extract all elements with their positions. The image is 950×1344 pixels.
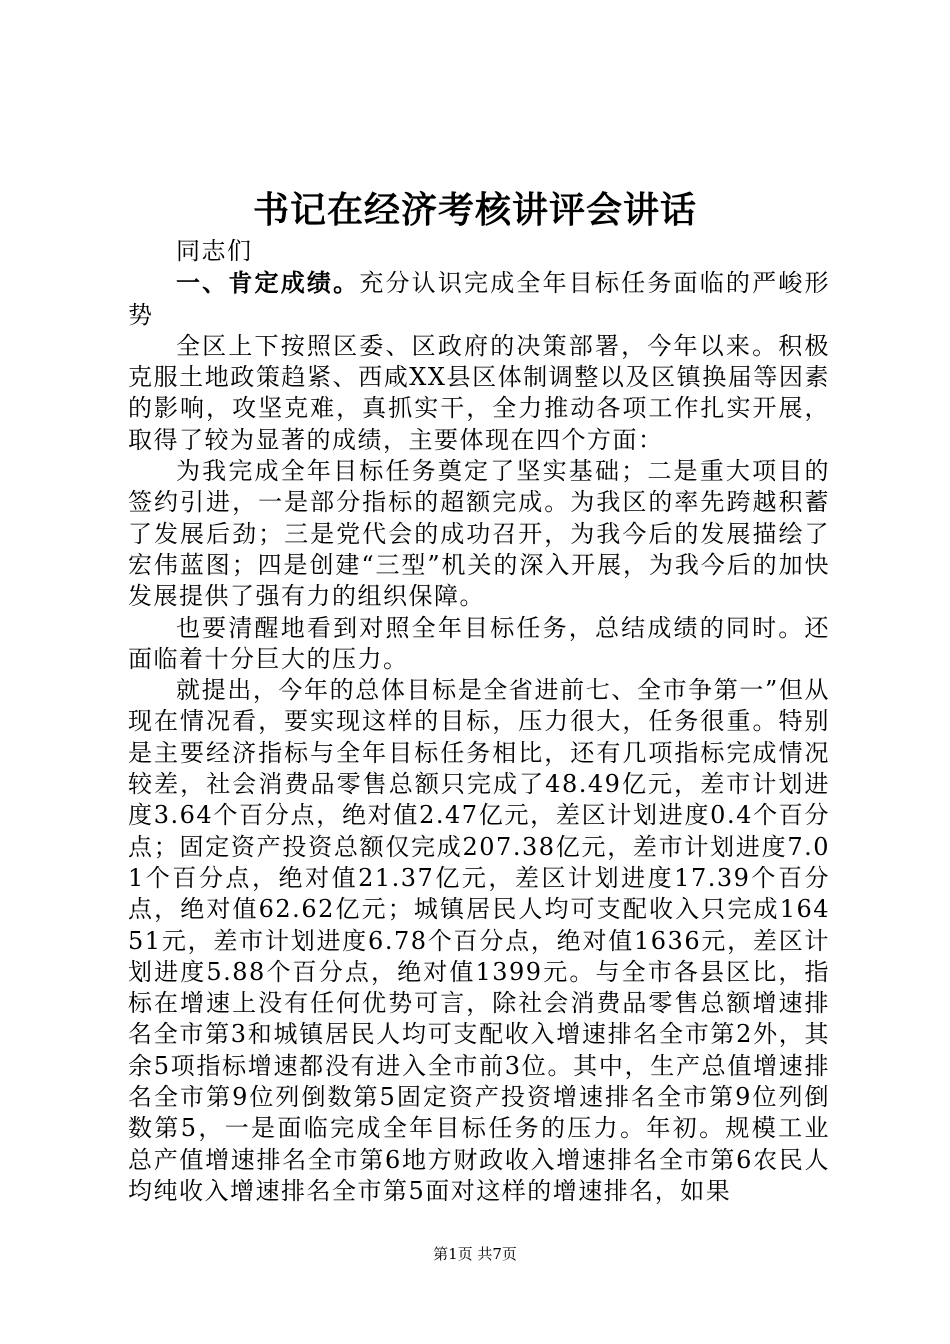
page-number-footer: 第1页 共7页 [433,1245,517,1263]
paragraph-3: 也要清醒地看到对照全年目标任务，总结成绩的同时。还面临着十分巨大的压力。 [128,613,830,673]
section-heading-text: 充分认识完成全年目标任务面临的严峻形势 [128,269,830,329]
paragraph-2: 为我完成全年目标任务奠定了坚实基础；二是重大项目的签约引进，一是部分指标的超额完成。为我区的率先跨越积蓄了发展后劲；三是党代会的成功召开，为我今后的发展描绘了宏伟蓝图；四是创建“三型”机关的深入开展，为我今后的加快发展提供了强有力的组织保障。 [128,457,830,611]
section-heading [128,267,830,331]
document-title: 书记在经济考核讲评会讲话 [252,189,697,231]
section-lead: 一、肯定成绩。 [176,268,360,298]
salutation: 同志们 [176,237,253,265]
paragraph-1: 全区上下按照区委、区政府的决策部署，今年以来。积极克服土地政策趋紧、西咸XX县区体制调整以及区镇换届等因素的影响，攻坚克难，真抓实干，全力推动各项工作扎实开展，取得了较为显著的成绩，主要体现在四个方面： [128,331,830,454]
paragraph-4: 就提出，今年的总体目标是全省进前七、全市争第一”但从现在情况看，要实现这样的目标，压力很大，任务很重。特别是主要经济指标与全年目标任务相比，还有几项指标完成情况较差，社会消费品零售总额只完成了48.49亿元，差市计划进度3.64个百分点，绝对值2.47亿元，差区计划进度0.4个百分点；固定资产投资总额仅完成207.38亿元，差市计划进度7.01个百分点，绝对值21.37亿元，差区计划进度17.39个百分点，绝对值62.62亿元；城镇居民人均可支配收入只完成16451元，差市计划进度6.78个百分点，绝对值1636元，差区计划进度5.88个百分点，绝对值1399元。与全市各县区比，指标在增速上没有任何优势可言，除社会消费品零售总额增速排名全市第3和城镇居民人均可支配收入增速排名全市第2外，其余5项指标增速都没有进入全市前3位。其中，生产总值增速排名全市第9位列倒数第5固定资产投资增速排名全市第9位列倒数第5，一是面临完成全年目标任务的压力。年初。规模工业总产值增速排名全市第6地方财政收入增速排名全市第6农民人均纯收入增速排名全市第5面对这样的增速排名，如果 [128,676,830,1205]
document-body [128,236,830,1207]
